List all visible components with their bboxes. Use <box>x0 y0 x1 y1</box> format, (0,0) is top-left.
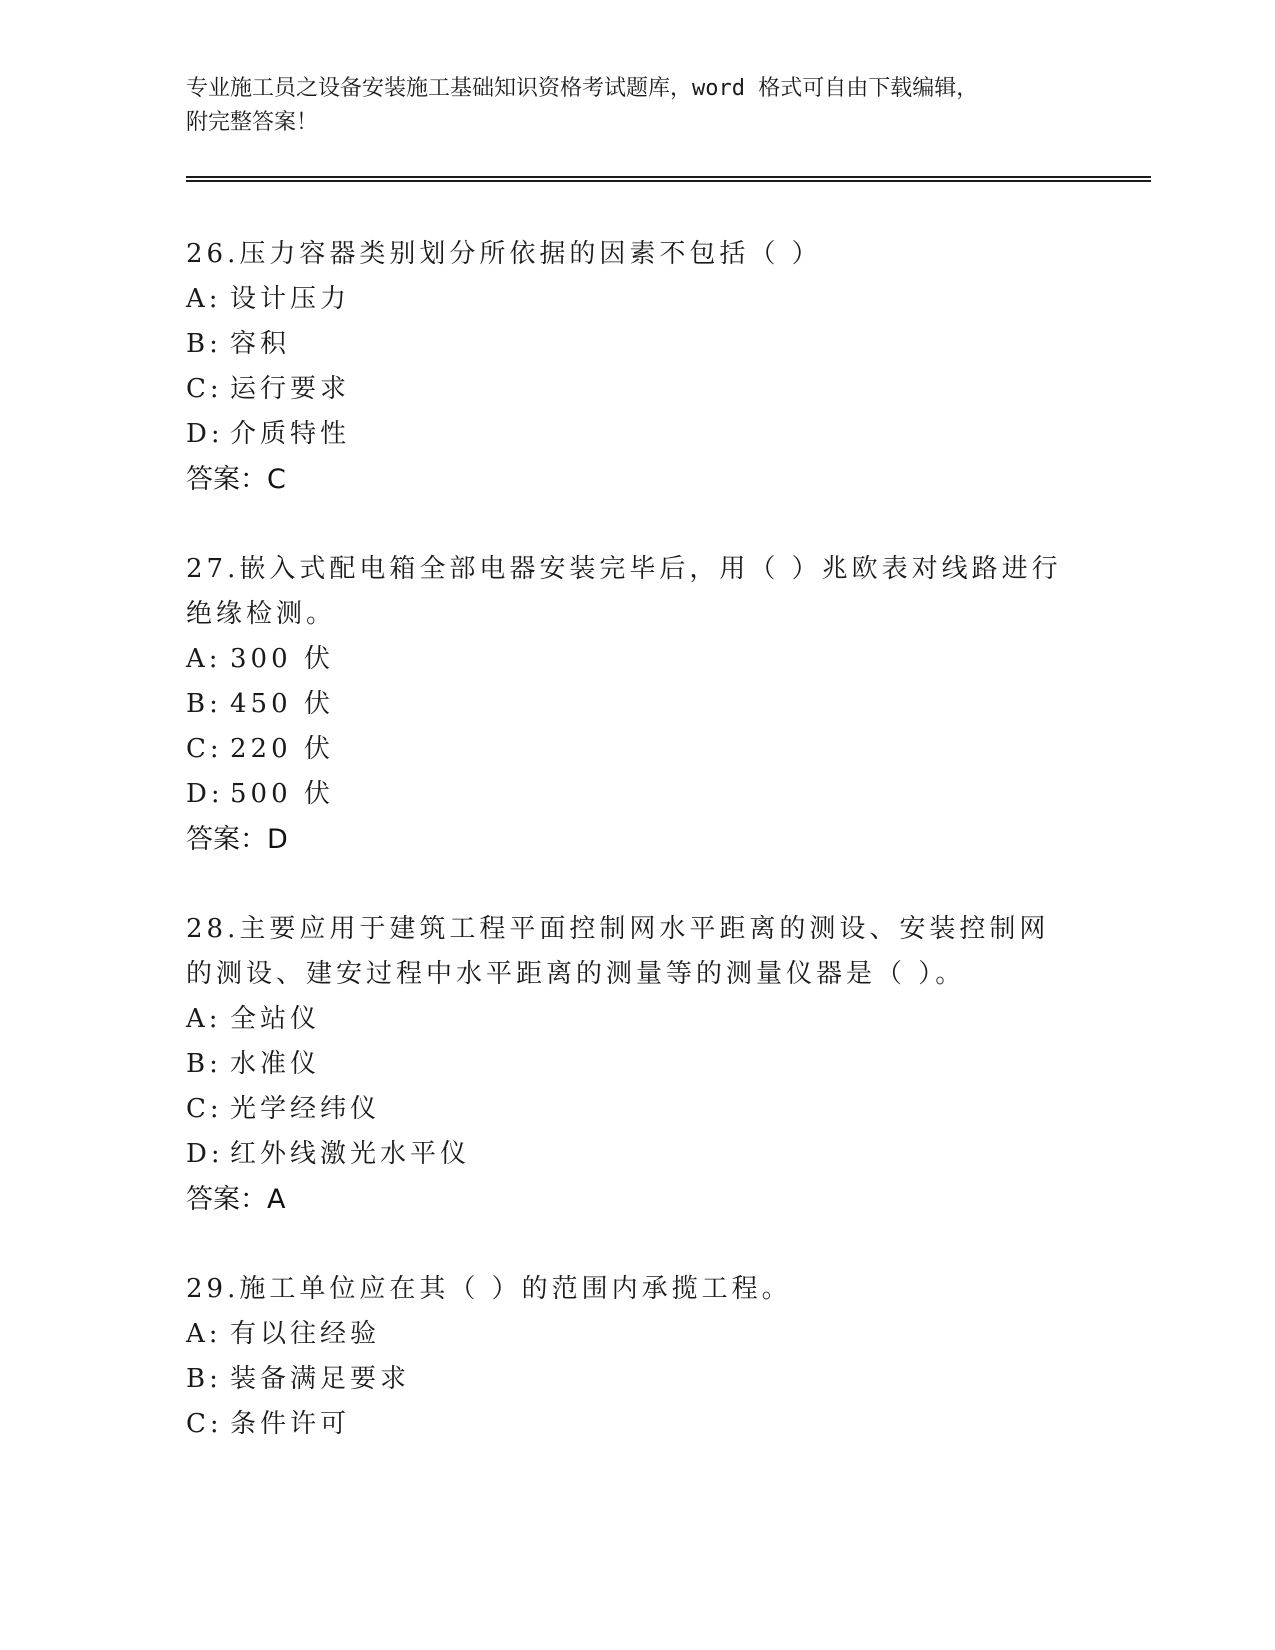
question-27 <box>186 547 1151 862</box>
option-text: 运行要求 <box>230 374 351 404</box>
option-key: D: <box>186 1139 224 1169</box>
option-text: 全站仪 <box>230 1004 321 1034</box>
option-key: A: <box>186 644 222 674</box>
option-key: B: <box>186 329 222 359</box>
option-text: 装备满足要求 <box>230 1364 411 1394</box>
option-key: D: <box>186 419 224 449</box>
option-text: 设计压力 <box>230 284 351 314</box>
question-26 <box>186 232 1151 502</box>
question-29 <box>186 1267 1151 1447</box>
option-key: B: <box>186 1049 222 1079</box>
option-key: A: <box>186 284 222 314</box>
option-text: 500 伏 <box>230 779 334 809</box>
answer-line: 答案：D <box>186 824 288 855</box>
option-text: 300 伏 <box>230 644 334 674</box>
header-divider <box>186 176 1151 182</box>
option-text: 容积 <box>230 329 291 359</box>
option-c <box>186 1402 1151 1447</box>
option-key: A: <box>186 1319 222 1349</box>
option-key: D: <box>186 779 224 809</box>
question-list <box>186 232 1151 1492</box>
option-key: C: <box>186 734 223 764</box>
option-b <box>186 1357 1151 1402</box>
option-c <box>186 1087 1151 1132</box>
header-line-1: 专业施工员之设备安装施工基础知识资格考试题库，word 格式可自由下载编辑， <box>186 76 979 101</box>
option-b <box>186 682 1151 727</box>
option-text: 有以往经验 <box>230 1319 381 1349</box>
document-header <box>186 72 1086 140</box>
answer-line: 答案：A <box>186 1184 286 1215</box>
option-d <box>186 412 1151 457</box>
option-text: 条件许可 <box>230 1409 351 1439</box>
option-key: B: <box>186 1364 222 1394</box>
option-d <box>186 1132 1151 1177</box>
option-b <box>186 322 1151 367</box>
option-c <box>186 367 1151 412</box>
option-a <box>186 1312 1151 1357</box>
option-key: A: <box>186 1004 222 1034</box>
option-d <box>186 772 1151 817</box>
option-a <box>186 277 1151 322</box>
answer-line: 答案：C <box>186 464 286 495</box>
option-a <box>186 997 1151 1042</box>
option-text: 介质特性 <box>230 419 351 449</box>
question-28 <box>186 907 1151 1222</box>
option-text: 450 伏 <box>230 689 334 719</box>
option-key: C: <box>186 374 223 404</box>
option-a <box>186 637 1151 682</box>
option-key: B: <box>186 689 222 719</box>
option-text: 光学经纬仪 <box>230 1094 381 1124</box>
option-b <box>186 1042 1151 1087</box>
header-line-2: 附完整答案！ <box>186 110 319 135</box>
option-text: 220 伏 <box>230 734 334 764</box>
question-stem: 29.施工单位应在其（ ）的范围内承揽工程。 <box>186 1274 792 1304</box>
option-text: 红外线激光水平仪 <box>230 1139 471 1169</box>
option-key: C: <box>186 1094 223 1124</box>
question-stem: 26.压力容器类别划分所依据的因素不包括（ ） <box>186 239 822 269</box>
option-c <box>186 727 1151 772</box>
option-text: 水准仪 <box>230 1049 321 1079</box>
option-key: C: <box>186 1409 223 1439</box>
question-stem: 28.主要应用于建筑工程平面控制网水平距离的测设、安装控制网的测设、建安过程中水平距离的测量等的测量仪器是（ ）。 <box>186 914 1050 989</box>
question-stem: 27.嵌入式配电箱全部电器安装完毕后，用（ ）兆欧表对线路进行绝缘检测。 <box>186 554 1062 629</box>
